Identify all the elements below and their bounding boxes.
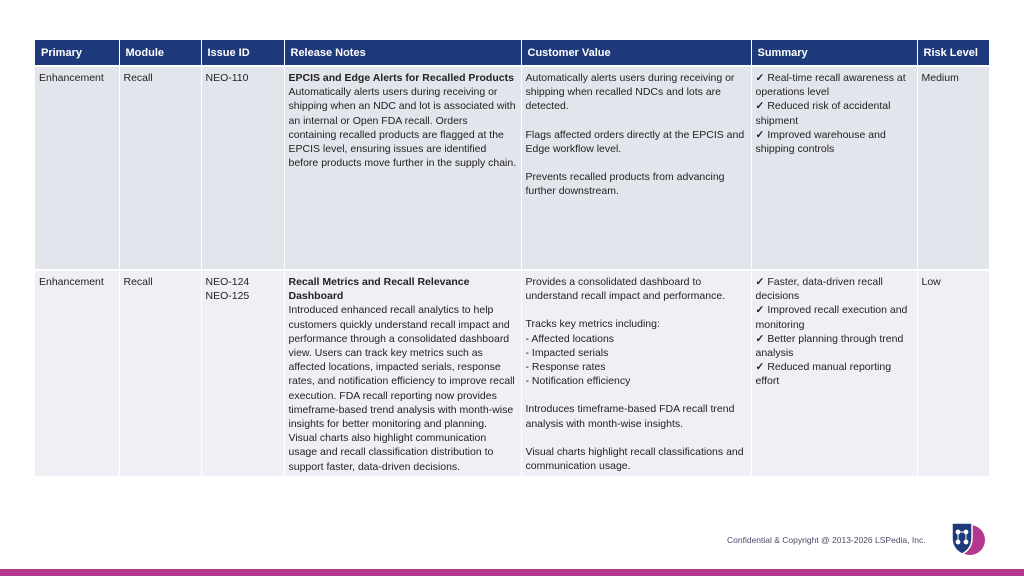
copyright-text: Confidential & Copyright @ 2013-2026 LSPedia, Inc. (727, 535, 926, 545)
customer-value-paragraph: Provides a consolidated dashboard to understand recall impact and performance. (525, 276, 726, 303)
customer-value-paragraph: Visual charts highlight recall classifications and communication usage. (525, 445, 744, 473)
customer-value-paragraph: Prevents recalled products from advancing further downstream. (525, 171, 725, 198)
header-summary: Summary (751, 40, 917, 65)
issue-id: NEO-110 (205, 72, 249, 84)
release-title: Recall Metrics and Recall Relevance Dashboard (288, 276, 470, 303)
check-icon: ✓ (755, 332, 765, 345)
metric-item: - Response rates (525, 361, 606, 374)
check-icon: ✓ (755, 276, 765, 288)
summary-item: ✓ Faster, data-driven recall decisions (755, 276, 883, 303)
summary-item: ✓ Reduced manual reporting effort (755, 361, 892, 388)
cell-module: Recall (119, 67, 201, 269)
cell-summary (751, 271, 917, 476)
cell-release-notes (284, 271, 521, 476)
cell-module: Recall (119, 271, 201, 476)
cell-summary (751, 67, 917, 269)
release-body: Automatically alerts users during receiving or shipping when an NDC and lot is associated with an internal or Open FDA recall. Orders containing recalled products are flagged at the EPCIS level, ensuring issues are identified before products move further in the supply chain. (288, 86, 517, 170)
check-icon: ✓ (755, 128, 765, 141)
customer-value-paragraph: Automatically alerts users during receiving or shipping when recalled NDCs and lots are detected. (525, 72, 735, 113)
summary-item: ✓ Reduced risk of accidental shipment (755, 100, 891, 127)
issue-id: NEO-124 (205, 276, 250, 288)
metric-item: - Notification efficiency (525, 375, 631, 388)
release-title: EPCIS and Edge Alerts for Recalled Products (288, 72, 514, 84)
cell-customer-value (521, 67, 751, 269)
cell-risk-level: Medium (917, 67, 989, 269)
cell-primary: Enhancement (35, 67, 119, 269)
cell-issue-id (201, 271, 284, 476)
metrics-heading: Tracks key metrics including: (525, 318, 660, 331)
bottom-accent-bar (0, 569, 1024, 576)
table-header-row (35, 40, 989, 65)
summary-item: ✓ Improved recall execution and monitoring (755, 304, 908, 331)
release-body: Introduced enhanced recall analytics to help customers quickly understand recall impact and performance through a consolidated dashboard view. Users can track key metrics such as affected locations, impacted serials, response rates, and notification efficiency to improve recall execution. FDA recall reporting now provides timeframe-based trend analysis with month-wise insights for better monitoring and planning. Visual charts also highlight communication usage and recall classification distribution to support faster, data-driven decisions. (288, 304, 515, 473)
summary-item: ✓ Improved warehouse and shipping controls (755, 128, 886, 156)
summary-item: ✓ Better planning through trend analysis (755, 332, 904, 360)
cell-customer-value (521, 271, 751, 476)
summary-item: ✓ Real-time recall awareness at operations level (755, 72, 906, 99)
header-release-notes: Release Notes (284, 40, 521, 65)
issue-id: NEO-125 (205, 290, 250, 303)
check-icon: ✓ (755, 304, 765, 317)
customer-value-paragraph: Introduces timeframe-based FDA recall trend analysis with month-wise insights. (525, 403, 735, 430)
check-icon: ✓ (755, 72, 765, 84)
customer-value-metrics (526, 317, 747, 388)
check-icon: ✓ (755, 361, 765, 374)
lspedia-logo (946, 518, 986, 558)
release-notes-table (35, 40, 989, 476)
header-module: Module (119, 40, 201, 65)
cell-risk-level: Low (917, 271, 989, 476)
check-icon: ✓ (755, 100, 765, 113)
cell-release-notes (284, 67, 521, 269)
header-primary: Primary (35, 40, 119, 65)
header-customer-value: Customer Value (521, 40, 751, 65)
header-risk-level: Risk Level (917, 40, 989, 65)
cell-primary: Enhancement (35, 271, 119, 476)
metric-item: - Impacted serials (525, 346, 609, 359)
table-row (35, 67, 989, 269)
header-issue-id: Issue ID (201, 40, 284, 65)
cell-issue-id (201, 67, 284, 269)
table-row (35, 271, 989, 476)
metric-item: - Affected locations (525, 332, 615, 345)
customer-value-paragraph: Flags affected orders directly at the EPCIS and Edge workflow level. (525, 128, 745, 155)
